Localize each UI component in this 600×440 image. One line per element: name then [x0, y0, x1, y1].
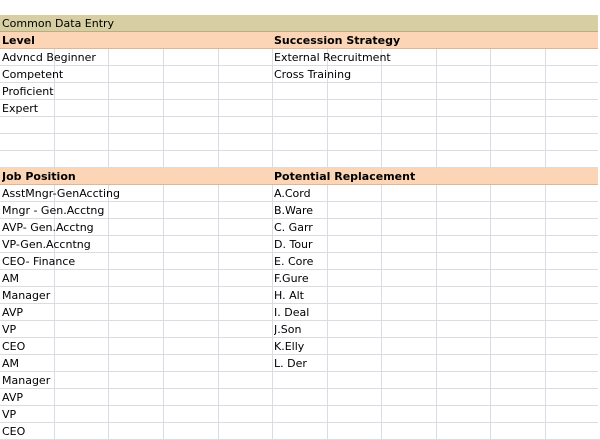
table-row[interactable] — [0, 202, 600, 219]
cell-col-a[interactable]: AVP — [2, 391, 23, 404]
section2-rows — [0, 185, 600, 440]
cell-col-e[interactable]: A.Cord — [274, 187, 311, 200]
table-row[interactable] — [0, 406, 600, 423]
grid-line — [272, 236, 273, 252]
cell-col-e[interactable]: External Recruitment — [274, 51, 391, 64]
cell-col-e[interactable] — [274, 390, 594, 405]
cell-col-e[interactable]: B.Ware — [274, 204, 314, 217]
table-row[interactable] — [0, 321, 600, 338]
table-row[interactable] — [0, 389, 600, 406]
cell-col-a[interactable]: CEO- Finance — [2, 255, 76, 268]
table-row[interactable] — [0, 423, 600, 440]
cell-col-a[interactable]: VP — [2, 323, 17, 336]
grid-line — [272, 304, 273, 320]
cell-col-a[interactable]: Competent — [2, 68, 64, 81]
cell-col-a[interactable]: AM — [2, 272, 20, 285]
table-row[interactable] — [0, 355, 600, 372]
cell-col-e[interactable] — [274, 84, 594, 99]
cell-col-e[interactable] — [274, 135, 594, 150]
section2-header-row[interactable] — [0, 168, 600, 185]
grid-line — [272, 253, 273, 269]
header-potential-replacement[interactable]: Potential Replacement — [274, 170, 416, 183]
table-row[interactable] — [0, 287, 600, 304]
cell-col-e[interactable]: D. Tour — [274, 238, 313, 251]
title-row[interactable] — [0, 15, 600, 32]
grid-line — [272, 372, 273, 388]
header-job-position[interactable]: Job Position — [2, 170, 76, 183]
cell-col-a[interactable]: AVP — [2, 306, 23, 319]
grid-line — [272, 389, 273, 405]
cell-col-a[interactable]: Mngr - Gen.Acctng — [2, 204, 105, 217]
table-row[interactable] — [0, 49, 600, 66]
cell-col-a[interactable]: VP — [2, 408, 17, 421]
table-row[interactable] — [0, 338, 600, 355]
cell-col-a[interactable]: VP-Gen.Accntng — [2, 238, 91, 251]
cell-col-e[interactable]: H. Alt — [274, 289, 304, 302]
grid-line — [272, 151, 273, 167]
cell-col-a[interactable]: Advncd Beginner — [2, 51, 96, 64]
cell-col-a[interactable]: CEO — [2, 425, 26, 438]
table-row[interactable] — [0, 253, 600, 270]
spreadsheet-grid — [0, 15, 600, 440]
grid-line — [272, 100, 273, 116]
section1-rows — [0, 49, 600, 168]
section1-header-row[interactable] — [0, 32, 600, 49]
table-row[interactable] — [0, 151, 600, 168]
cell-col-a[interactable] — [2, 152, 266, 167]
cell-col-e[interactable] — [274, 101, 594, 116]
table-row[interactable] — [0, 270, 600, 287]
table-row[interactable] — [0, 100, 600, 117]
sheet-title: Common Data Entry — [2, 17, 115, 30]
cell-col-e[interactable] — [274, 152, 594, 167]
cell-col-a[interactable]: Expert — [2, 102, 39, 115]
cell-col-a[interactable]: Manager — [2, 289, 51, 302]
cell-col-a[interactable]: CEO — [2, 340, 26, 353]
header-level[interactable]: Level — [2, 34, 35, 47]
grid-line — [272, 270, 273, 286]
table-row[interactable] — [0, 219, 600, 236]
grid-line — [272, 406, 273, 422]
cell-col-e[interactable] — [274, 118, 594, 133]
grid-line — [272, 338, 273, 354]
grid-line — [272, 49, 273, 65]
grid-line — [272, 202, 273, 218]
cell-col-a[interactable] — [2, 135, 266, 150]
grid-line — [272, 423, 273, 439]
grid-line — [272, 83, 273, 99]
grid-line — [272, 117, 273, 133]
cell-col-e[interactable]: J.Son — [274, 323, 302, 336]
table-row[interactable] — [0, 372, 600, 389]
cell-col-a[interactable] — [2, 118, 266, 133]
cell-col-a[interactable]: Proficient — [2, 85, 54, 98]
cell-col-e[interactable]: K.Elly — [274, 340, 305, 353]
table-row[interactable] — [0, 83, 600, 100]
cell-col-e[interactable]: F.Gure — [274, 272, 309, 285]
grid-line — [272, 355, 273, 371]
cell-col-a[interactable]: AVP- Gen.Acctng — [2, 221, 94, 234]
cell-col-a[interactable]: Manager — [2, 374, 51, 387]
grid-line — [272, 321, 273, 337]
table-row[interactable] — [0, 134, 600, 151]
table-row[interactable] — [0, 117, 600, 134]
cell-col-e[interactable] — [274, 407, 594, 422]
grid-line — [272, 287, 273, 303]
cell-col-a[interactable]: AM — [2, 357, 20, 370]
cell-col-e[interactable] — [274, 424, 594, 439]
table-row[interactable] — [0, 236, 600, 253]
cell-col-e[interactable]: I. Deal — [274, 306, 310, 319]
cell-col-e[interactable] — [274, 373, 594, 388]
cell-col-e[interactable]: L. Der — [274, 357, 307, 370]
cell-col-e[interactable]: E. Core — [274, 255, 314, 268]
cell-col-e[interactable]: Cross Training — [274, 68, 352, 81]
cell-col-e[interactable]: C. Garr — [274, 221, 313, 234]
grid-line — [272, 66, 273, 82]
table-row[interactable] — [0, 185, 600, 202]
table-row[interactable] — [0, 304, 600, 321]
grid-line — [272, 185, 273, 201]
table-row[interactable] — [0, 66, 600, 83]
header-succession-strategy[interactable]: Succession Strategy — [274, 34, 401, 47]
cell-col-a[interactable]: AsstMngr-GenAccting — [2, 187, 120, 200]
grid-line — [272, 219, 273, 235]
grid-line — [272, 134, 273, 150]
